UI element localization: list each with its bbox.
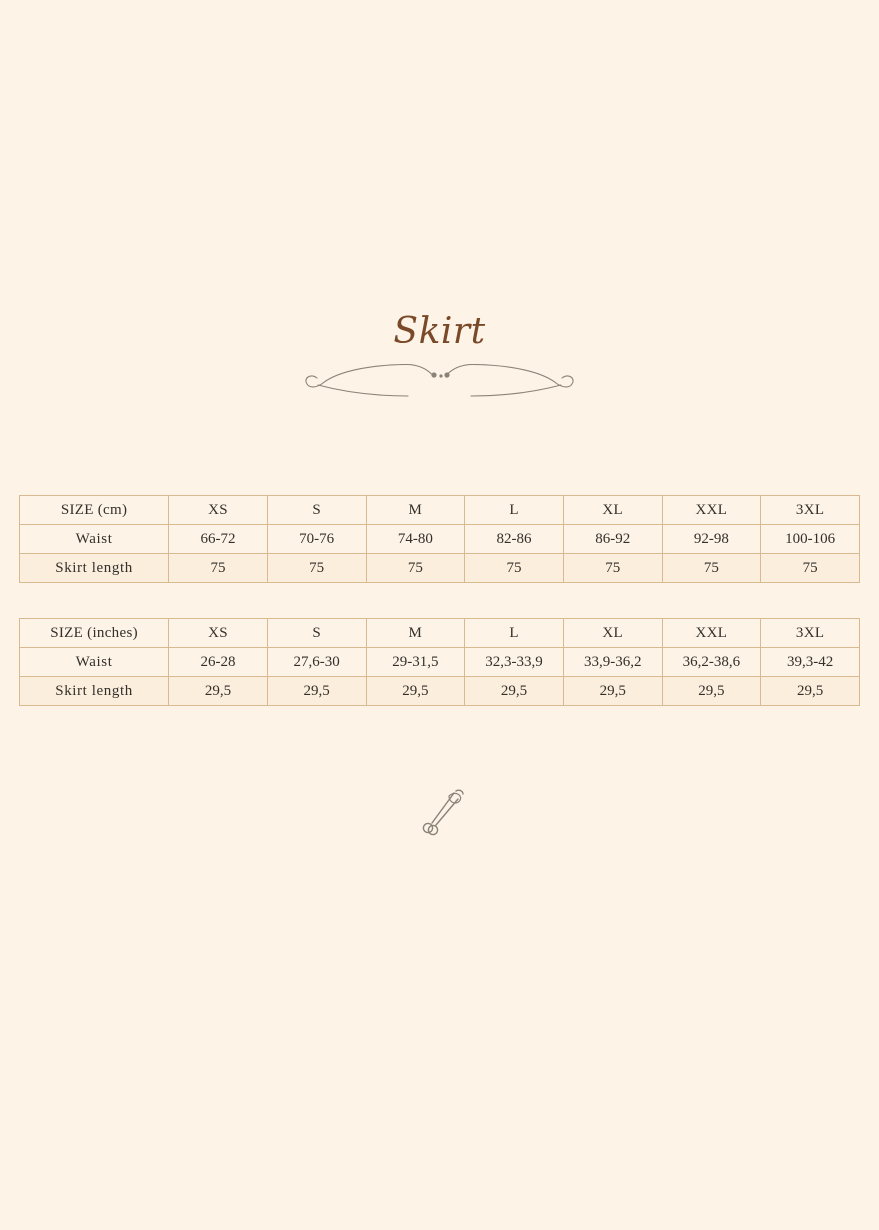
table-cell: 29,5: [366, 677, 465, 706]
column-header: 3XL: [761, 619, 860, 648]
column-header: S: [267, 496, 366, 525]
row-label: Skirt length: [20, 677, 169, 706]
size-table-inches-wrapper: [19, 618, 860, 706]
table-cell: 82-86: [465, 525, 564, 554]
table-cell: 32,3-33,9: [465, 648, 564, 677]
table-row: [20, 677, 860, 706]
table-cell: 75: [169, 554, 268, 583]
table-cell: 29,5: [563, 677, 662, 706]
table-cell: 27,6-30: [267, 648, 366, 677]
table-cell: 75: [465, 554, 564, 583]
table-cell: 100-106: [761, 525, 860, 554]
table-cell: 75: [267, 554, 366, 583]
table-cell: 29,5: [761, 677, 860, 706]
table-cell: 29,5: [169, 677, 268, 706]
table-row: [20, 648, 860, 677]
size-table-cm: [19, 495, 860, 583]
row-label: Waist: [20, 648, 169, 677]
column-header: S: [267, 619, 366, 648]
table-cell: 92-98: [662, 525, 761, 554]
table-cell: 75: [761, 554, 860, 583]
table-cell: 75: [563, 554, 662, 583]
scissors-icon: [414, 783, 470, 839]
row-label: Waist: [20, 525, 169, 554]
decorative-flourish-icon: [0, 364, 879, 398]
column-header: M: [366, 496, 465, 525]
column-header: L: [465, 619, 564, 648]
table-cell: 29,5: [662, 677, 761, 706]
table-cell: 75: [366, 554, 465, 583]
column-header: XL: [563, 496, 662, 525]
row-label: Skirt length: [20, 554, 169, 583]
column-header: M: [366, 619, 465, 648]
table-cell: 66-72: [169, 525, 268, 554]
column-header: SIZE (cm): [20, 496, 169, 525]
size-table-cm-wrapper: [19, 495, 860, 583]
table-cell: 29,5: [267, 677, 366, 706]
table-header-row: [20, 619, 860, 648]
table-cell: 74-80: [366, 525, 465, 554]
column-header: XXL: [662, 496, 761, 525]
table-cell: 36,2-38,6: [662, 648, 761, 677]
table-cell: 29-31,5: [366, 648, 465, 677]
table-cell: 33,9-36,2: [563, 648, 662, 677]
title-block: [0, 312, 879, 398]
table-header-row: [20, 496, 860, 525]
column-header: L: [465, 496, 564, 525]
column-header: XXL: [662, 619, 761, 648]
table-cell: 75: [662, 554, 761, 583]
table-cell: 86-92: [563, 525, 662, 554]
table-row: [20, 554, 860, 583]
table-cell: 70-76: [267, 525, 366, 554]
column-header: XS: [169, 496, 268, 525]
table-cell: 39,3-42: [761, 648, 860, 677]
table-row: [20, 525, 860, 554]
column-header: XS: [169, 619, 268, 648]
column-header: XL: [563, 619, 662, 648]
table-cell: 26-28: [169, 648, 268, 677]
table-cell: 29,5: [465, 677, 564, 706]
page-title: Skirt: [393, 311, 486, 352]
column-header: SIZE (inches): [20, 619, 169, 648]
size-table-inches: [19, 618, 860, 706]
column-header: 3XL: [761, 496, 860, 525]
